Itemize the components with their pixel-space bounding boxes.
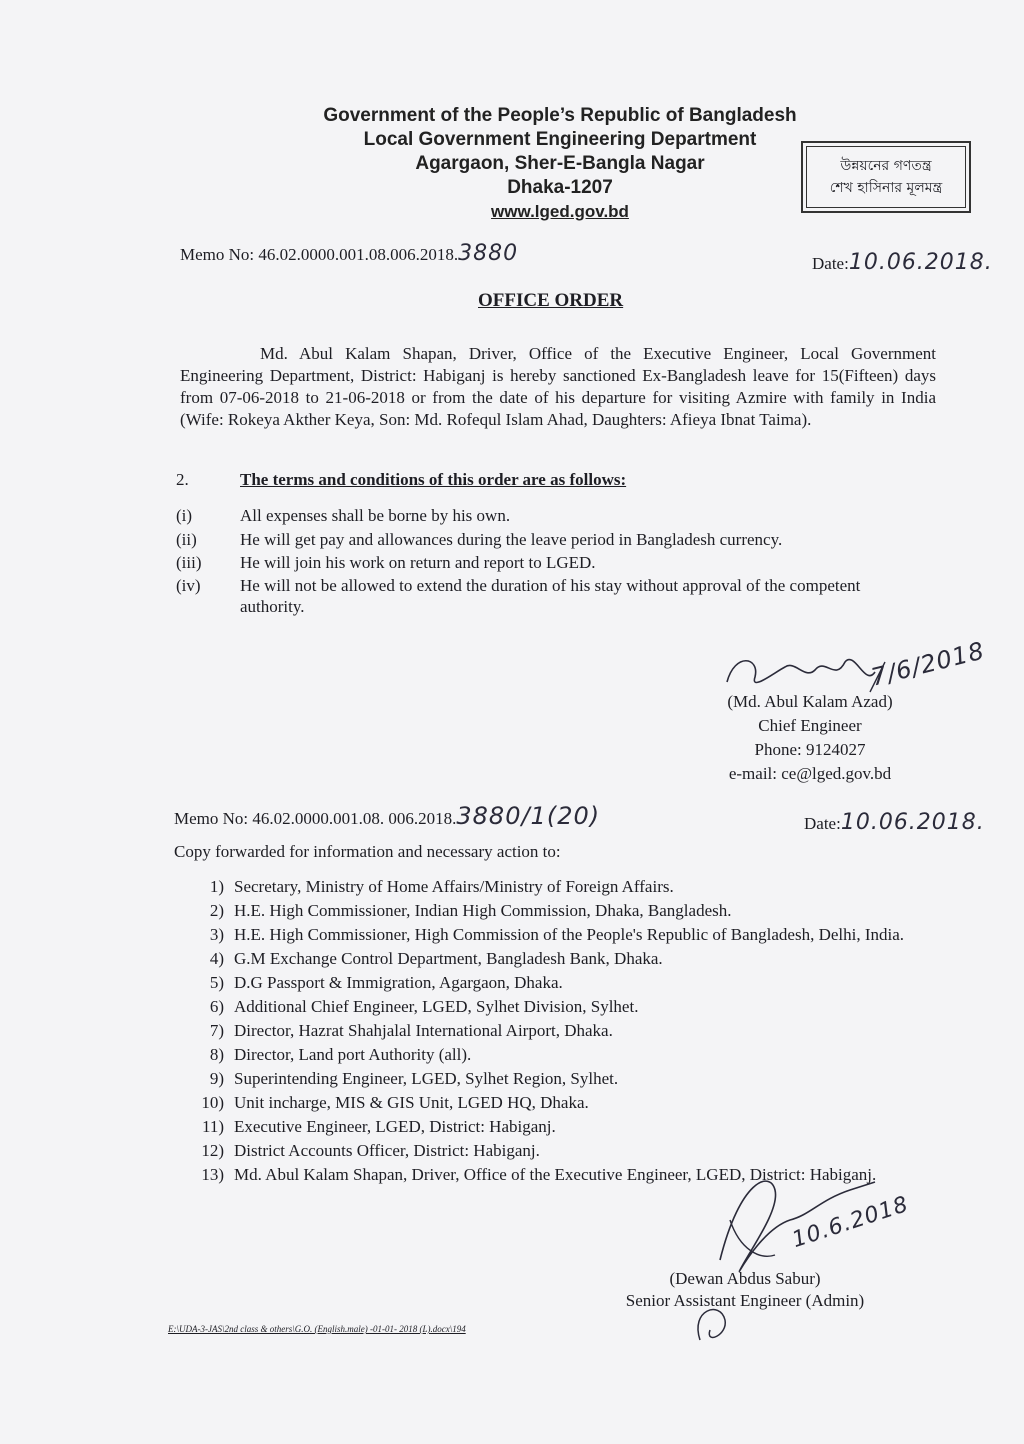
list-item xyxy=(188,1116,948,1138)
list-item xyxy=(188,972,948,994)
list-item-text: D.G Passport & Immigration, Agargaon, Dhaka. xyxy=(234,973,563,992)
list-item-text: G.M Exchange Control Department, Bangladesh Bank, Dhaka. xyxy=(234,949,663,968)
list-item xyxy=(188,924,948,946)
list-item xyxy=(188,900,948,922)
conditions-number: 2. xyxy=(176,470,189,489)
signatory-email-1[interactable]: e-mail: ce@lged.gov.bd xyxy=(728,764,892,783)
date-label-2: Date: xyxy=(804,814,841,833)
signature-date-1: 7/6/2018 xyxy=(868,636,988,692)
list-item-number: 11) xyxy=(201,1117,224,1136)
condition-text: He will not be allowed to extend the duration of his stay without approval of the competent authority. xyxy=(240,576,861,616)
list-item-number: 10) xyxy=(201,1093,224,1112)
header-line-1: Government of the People’s Republic of Bangladesh xyxy=(323,105,797,126)
list-item-number: 8) xyxy=(209,1045,224,1064)
list-item-text: H.E. High Commissioner, High Commission of the People's Republic of Bangladesh, Delhi, India. xyxy=(234,925,905,944)
stamp-line-1: উন্নয়নের গণতন্ত্র xyxy=(840,158,932,174)
list-item-number: 1) xyxy=(209,877,224,896)
condition-number: (i) xyxy=(176,506,193,525)
list-item xyxy=(188,1068,948,1090)
memo-date-1 xyxy=(812,250,993,275)
condition-number: (ii) xyxy=(176,530,197,549)
header-line-3: Agargaon, Sher-E-Bangla Nagar xyxy=(415,153,705,174)
date-handwritten-1: 10.06.2018. xyxy=(848,250,993,275)
list-item-number: 5) xyxy=(209,973,224,992)
list-item-text: Unit incharge, MIS & GIS Unit, LGED HQ, Dhaka. xyxy=(234,1093,589,1112)
list-item-number: 13) xyxy=(201,1165,224,1184)
list-item xyxy=(188,1044,948,1066)
signatory-block-2 xyxy=(600,1268,890,1312)
order-paragraph: Md. Abul Kalam Shapan, Driver, Office of the Executive Engineer, Local Government Engineering Department, District: Habiganj is hereby sanctioned Ex-Bangladesh leave for 15(Fifteen) days from 07-06-2018 to 21-06-2018 or from the date of his departure for visiting Azmire with family in India (Wife: Rokeya Akther Keya, Son: Md. Rofequl Islam Ahad, Daughters: Afieya Ibnat Taima). xyxy=(180,344,936,429)
condition-text: All expenses shall be borne by his own. xyxy=(240,506,511,525)
list-item-text: Md. Abul Kalam Shapan, Driver, Office of the Executive Engineer, LGED, District: Habiganj. xyxy=(234,1165,877,1184)
memo-handwritten-number-2: 3880/1(20) xyxy=(456,802,601,830)
date-label-1: Date: xyxy=(812,254,849,273)
copy-list xyxy=(188,876,948,1188)
list-item-text: Director, Hazrat Shahjalal International Airport, Dhaka. xyxy=(234,1021,613,1040)
copy-forward-intro: Copy forwarded for information and necessary action to: xyxy=(174,842,561,861)
signatory-designation-2: Senior Assistant Engineer (Admin) xyxy=(625,1291,865,1310)
list-item-number: 2) xyxy=(209,901,224,920)
list-item xyxy=(188,948,948,970)
list-item-text: Director, Land port Authority (all). xyxy=(234,1045,472,1064)
condition-number: (iv) xyxy=(176,576,201,595)
memo-number-2 xyxy=(174,802,600,830)
memo-prefix-2: Memo No: 46.02.0000.001.08. 006.2018. xyxy=(174,809,457,828)
memo-number-1 xyxy=(180,241,518,266)
conditions-heading xyxy=(176,470,627,490)
header-line-2: Local Government Engineering Department xyxy=(363,129,757,150)
list-item xyxy=(188,1092,948,1114)
list-item-number: 6) xyxy=(209,997,224,1016)
website-link[interactable]: www.lged.gov.bd xyxy=(491,202,629,221)
list-item-text: Superintending Engineer, LGED, Sylhet Region, Sylhet. xyxy=(234,1069,619,1088)
list-item-number: 12) xyxy=(201,1141,224,1160)
list-item xyxy=(188,996,948,1018)
signatory-name-1: (Md. Abul Kalam Azad) xyxy=(727,692,893,711)
condition-text: He will get pay and allowances during the leave period in Bangladesh currency. xyxy=(240,530,783,549)
list-item-text: Additional Chief Engineer, LGED, Sylhet Division, Sylhet. xyxy=(234,997,639,1016)
list-item-number: 4) xyxy=(209,949,224,968)
condition-number: (iii) xyxy=(176,553,202,572)
list-item xyxy=(188,1140,948,1162)
condition-text: He will join his work on return and report to LGED. xyxy=(240,553,596,572)
document-title: OFFICE ORDER xyxy=(478,290,624,311)
list-item-number: 3) xyxy=(209,925,224,944)
letterhead xyxy=(250,104,870,224)
signatory-block-1 xyxy=(700,690,920,786)
list-item xyxy=(188,876,948,898)
list-item-number: 7) xyxy=(209,1021,224,1040)
list-item-number: 9) xyxy=(209,1069,224,1088)
signature-date-2: 10.6.2018 xyxy=(789,1191,912,1254)
list-item-text: District Accounts Officer, District: Habiganj. xyxy=(234,1141,540,1160)
list-item-text: H.E. High Commissioner, Indian High Commission, Dhaka, Bangladesh. xyxy=(234,901,732,920)
memo-date-2 xyxy=(804,810,985,835)
list-item-text: Executive Engineer, LGED, District: Habiganj. xyxy=(234,1117,556,1136)
motto-stamp xyxy=(801,141,971,213)
list-item xyxy=(188,1020,948,1042)
admin-signature-scribble xyxy=(680,1160,900,1360)
file-path-footer: E:\UDA-3-JAS\2nd class & others\G.O. (English.male) -01-01- 2018 (L).docx\194 xyxy=(168,1324,466,1334)
header-line-4: Dhaka-1207 xyxy=(507,177,613,198)
signatory-phone-1: Phone: 9124027 xyxy=(754,740,866,759)
signatory-designation-1: Chief Engineer xyxy=(758,716,862,735)
date-handwritten-2: 10.06.2018. xyxy=(840,810,985,835)
stamp-line-2: শেখ হাসিনার মূলমন্ত্র xyxy=(829,180,943,196)
memo-handwritten-number-1: 3880 xyxy=(458,241,519,266)
memo-prefix-1: Memo No: 46.02.0000.001.08.006.2018. xyxy=(180,245,459,264)
list-item-text: Secretary, Ministry of Home Affairs/Ministry of Foreign Affairs. xyxy=(234,877,674,896)
signatory-name-2: (Dewan Abdus Sabur) xyxy=(669,1269,821,1288)
conditions-title: The terms and conditions of this order are as follows: xyxy=(240,470,627,489)
